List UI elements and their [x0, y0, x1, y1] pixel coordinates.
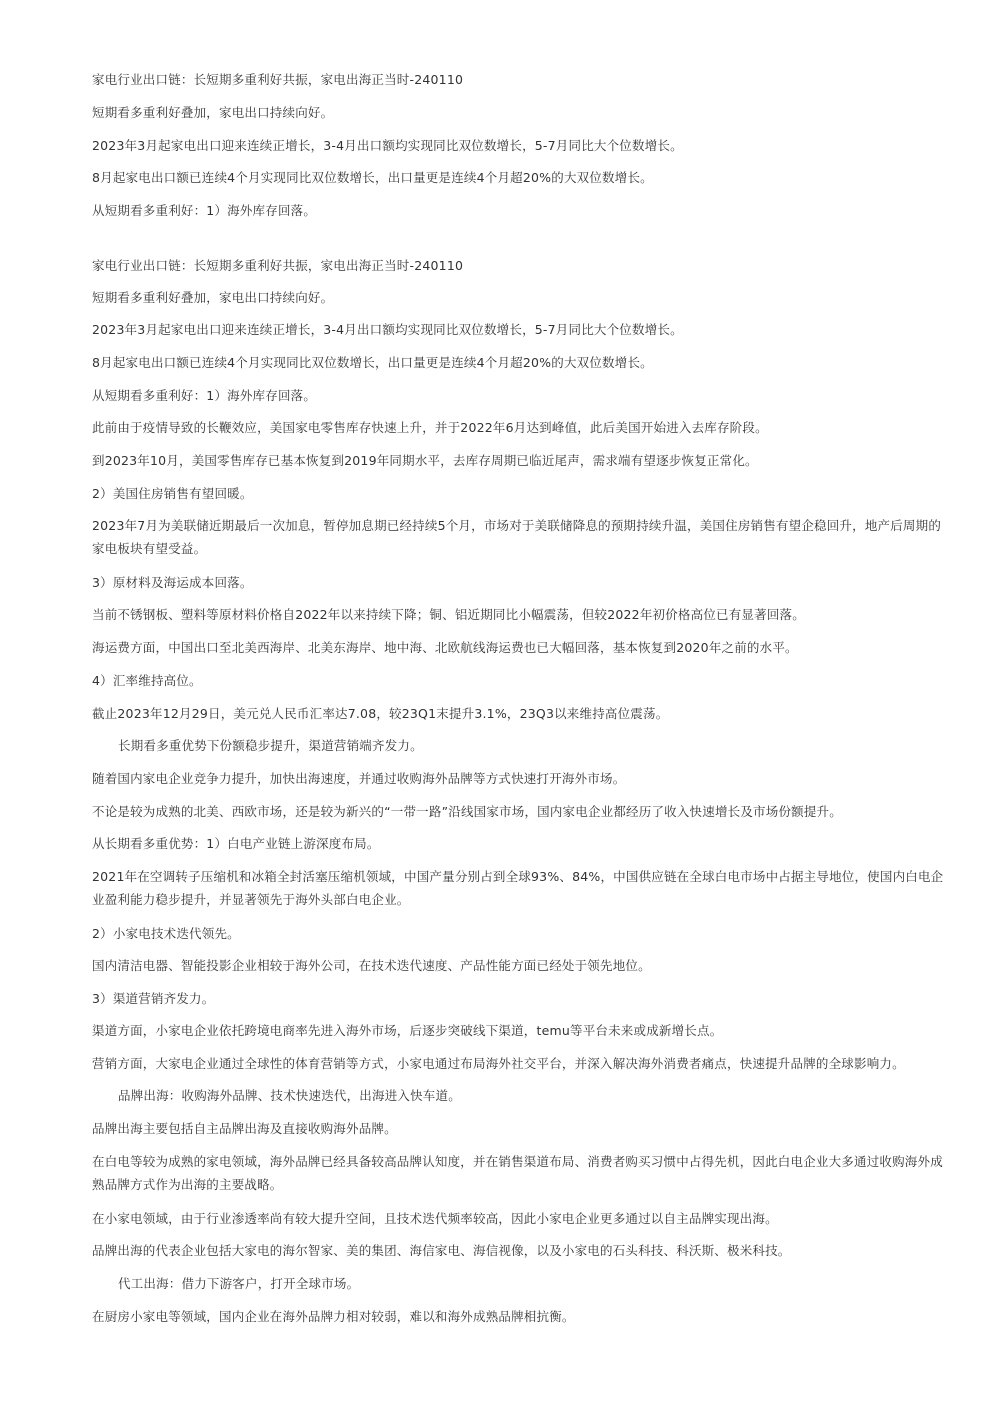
paragraph: 2023年3月起家电出口迎来连续正增长，3-4月出口额均实现同比双位数增长，5-7月同比大个位数增长。 — [92, 138, 683, 153]
block-1-title: 家电行业出口链：长短期多重利好共振，家电出海正当时-240110 — [92, 72, 464, 87]
paragraph: 国内清洁电器、智能投影企业相较于海外公司，在技术迭代速度、产品性能方面已经处于领先地位。 — [92, 958, 651, 973]
paragraph: 从短期看多重利好：1）海外库存回落。 — [92, 388, 317, 403]
paragraph: 4）汇率维持高位。 — [92, 673, 202, 688]
paragraph: 品牌出海主要包括自主品牌出海及直接收购海外品牌。 — [92, 1121, 397, 1136]
paragraph: 2023年7月为美联储近期最后一次加息，暂停加息期已经持续5个月，市场对于美联储降息的预期持续升温，美国住房销售有望企稳回升，地产后周期的家电板块有望受益。 — [92, 518, 942, 556]
section-heading: 品牌出海：收购海外品牌、技术快速迭代，出海进入快车道。 — [118, 1088, 461, 1103]
paragraph: 在厨房小家电等领域，国内企业在海外品牌力相对较弱，难以和海外成熟品牌相抗衡。 — [92, 1309, 575, 1324]
paragraph: 短期看多重利好叠加，家电出口持续向好。 — [92, 105, 334, 120]
paragraph: 品牌出海的代表企业包括大家电的海尔智家、美的集团、海信家电、海信视像，以及小家电的石头科技、科沃斯、极米科技。 — [92, 1243, 791, 1258]
paragraph: 此前由于疫情导致的长鞭效应，美国家电零售库存快速上升，并于2022年6月达到峰值，此后美国开始进入去库存阶段。 — [92, 420, 768, 435]
paragraph: 3）渠道营销齐发力。 — [92, 991, 215, 1006]
paragraph: 在小家电领域，由于行业渗透率尚有较大提升空间，且技术迭代频率较高，因此小家电企业更多通过以自主品牌实现出海。 — [92, 1211, 778, 1226]
paragraph: 8月起家电出口额已连续4个月实现同比双位数增长，出口量更是连续4个月超20%的大双位数增长。 — [92, 170, 653, 185]
section-heading: 长期看多重优势下份额稳步提升，渠道营销端齐发力。 — [118, 738, 423, 753]
paragraph: 2023年3月起家电出口迎来连续正增长，3-4月出口额均实现同比双位数增长，5-7月同比大个位数增长。 — [92, 322, 683, 337]
paragraph: 随着国内家电企业竞争力提升，加快出海速度，并通过收购海外品牌等方式快速打开海外市场。 — [92, 771, 626, 786]
paragraph: 在白电等较为成熟的家电领域，海外品牌已经具备较高品牌认知度，并在销售渠道布局、消费者购买习惯中占得先机，因此白电企业大多通过收购海外成熟品牌方式作为出海的主要战略。 — [92, 1154, 943, 1192]
section-heading: 代工出海：借力下游客户，打开全球市场。 — [118, 1276, 360, 1291]
paragraph: 到2023年10月，美国零售库存已基本恢复到2019年同期水平，去库存周期已临近尾声，需求端有望逐步恢复正常化。 — [92, 453, 758, 468]
paragraph: 3）原材料及海运成本回落。 — [92, 575, 253, 590]
paragraph: 不论是较为成熟的北美、西欧市场，还是较为新兴的“一带一路”沿线国家市场，国内家电企业都经历了收入快速增长及市场份额提升。 — [92, 804, 842, 819]
paragraph: 从短期看多重利好：1）海外库存回落。 — [92, 203, 317, 218]
paragraph: 2）美国住房销售有望回暖。 — [92, 486, 253, 501]
paragraph: 营销方面，大家电企业通过全球性的体育营销等方式，小家电通过布局海外社交平台，并深入解决海外消费者痛点，快速提升品牌的全球影响力。 — [92, 1056, 905, 1071]
paragraph: 截止2023年12月29日，美元兑人民币汇率达7.08，较23Q1末提升3.1%，23Q3以来维持高位震荡。 — [92, 706, 669, 721]
paragraph: 从长期看多重优势：1）白电产业链上游深度布局。 — [92, 836, 380, 851]
paragraph: 8月起家电出口额已连续4个月实现同比双位数增长，出口量更是连续4个月超20%的大双位数增长。 — [92, 355, 653, 370]
paragraph: 2021年在空调转子压缩机和冰箱全封活塞压缩机领域，中国产量分别占到全球93%、84%，中国供应链在全球白电市场中占据主导地位，使国内白电企业盈利能力稳步提升，并显著领先于海外头部白电企业。 — [92, 869, 944, 907]
paragraph: 当前不锈钢板、塑料等原材料价格自2022年以来持续下降；铜、铝近期同比小幅震荡，但较2022年初价格高位已有显著回落。 — [92, 607, 805, 622]
paragraph: 海运费方面，中国出口至北美西海岸、北美东海岸、地中海、北欧航线海运费也已大幅回落，基本恢复到2020年之前的水平。 — [92, 640, 798, 655]
paragraph: 2）小家电技术迭代领先。 — [92, 926, 240, 941]
paragraph: 短期看多重利好叠加，家电出口持续向好。 — [92, 290, 334, 305]
paragraph: 渠道方面，小家电企业依托跨境电商率先进入海外市场，后逐步突破线下渠道，temu等平台未来或成新增长点。 — [92, 1023, 723, 1038]
block-2-title: 家电行业出口链：长短期多重利好共振，家电出海正当时-240110 — [92, 258, 464, 273]
